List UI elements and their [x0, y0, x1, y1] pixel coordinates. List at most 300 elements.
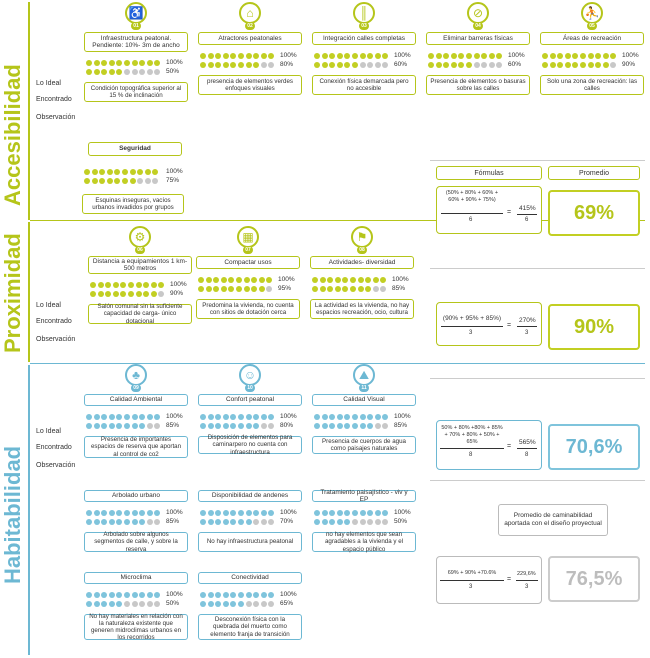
category-badge [351, 226, 373, 252]
category-badge [125, 364, 147, 390]
rating-dot [86, 510, 92, 516]
category-title: Disponibilidad de andenes [198, 490, 302, 502]
rating-dot [244, 277, 250, 283]
ideal-value: 100% [394, 413, 411, 420]
rating-dot [466, 62, 472, 68]
rating-dot [230, 414, 236, 420]
rating-dot [230, 592, 236, 598]
rating-dot [312, 286, 318, 292]
playground-icon: ⛹ [581, 2, 603, 24]
rating-dot [373, 286, 379, 292]
rating-dot [92, 169, 98, 175]
rating-dot [443, 53, 449, 59]
label-ideal: Lo Ideal [36, 302, 61, 309]
rating-dot [109, 592, 115, 598]
rating-dot [337, 62, 343, 68]
rating-dot [147, 510, 153, 516]
rating-dot [139, 414, 145, 420]
ideal-value: 100% [166, 509, 183, 516]
separator-line [430, 160, 645, 161]
category-title: Arbolado urbano [84, 490, 188, 502]
dots-found [86, 423, 160, 429]
rating-dot [215, 601, 221, 607]
observation-box: Predomina la vivienda, no cuenta con sitios de dotación cerca [196, 299, 300, 319]
dots-ideal [86, 592, 160, 598]
rating-dot [122, 178, 128, 184]
park-bench-icon: ⌂ [239, 2, 261, 24]
rating-dot [90, 282, 96, 288]
rating-dot [474, 62, 480, 68]
category-title: Calidad Visual [312, 394, 416, 406]
rating-dot [208, 510, 214, 516]
rating-dot [101, 423, 107, 429]
rating-dot [436, 53, 442, 59]
separator-line [430, 268, 645, 269]
ideal-value: 100% [394, 52, 411, 59]
rating-dot [550, 62, 556, 68]
category-title: Tratamiento paisajístico - viv y EP [312, 490, 416, 502]
rating-dot [261, 53, 267, 59]
formula-bar [517, 214, 537, 215]
rating-dot [198, 286, 204, 292]
rating-dot [139, 510, 145, 516]
rating-dot [595, 53, 601, 59]
dots-found [542, 62, 616, 68]
formula-bar [440, 448, 504, 449]
formula-divisor: 3 [469, 584, 473, 590]
pedestrians-icon: ☺ [239, 364, 261, 386]
rating-dot [137, 178, 143, 184]
rating-dot [116, 414, 122, 420]
dots-found [86, 519, 160, 525]
rating-dot [200, 510, 206, 516]
rating-dot [603, 53, 609, 59]
rating-dot [124, 592, 130, 598]
formula-divisor: 6 [469, 217, 473, 223]
rating-dot [565, 62, 571, 68]
dots-ideal [86, 510, 160, 516]
category-title: Conectividad [198, 572, 302, 584]
rating-dot [244, 286, 250, 292]
rating-dot [215, 62, 221, 68]
category-title: Atractores peatonales [198, 32, 302, 45]
ideal-value: 100% [166, 59, 183, 66]
label-ideal: Lo Ideal [36, 80, 61, 87]
rating-dot [327, 286, 333, 292]
rating-dot [154, 592, 160, 598]
formula-box-proximidad [436, 302, 542, 346]
rating-dot [238, 510, 244, 516]
dots-ideal [312, 277, 386, 283]
label-encontrado: Encontrado [36, 96, 72, 103]
rating-dot [329, 53, 335, 59]
rating-dot [147, 592, 153, 598]
rating-dot [137, 169, 143, 175]
section-title-habitabilidad: Habitabilidad [0, 445, 25, 585]
rating-dot [352, 519, 358, 525]
rating-dot [151, 291, 157, 297]
rating-dot [259, 277, 265, 283]
rating-dot [261, 423, 267, 429]
rating-dot [496, 53, 502, 59]
rating-dot [367, 423, 373, 429]
found-value: 60% [394, 61, 408, 68]
formula-sum-divisor: 6 [525, 217, 529, 223]
rating-dot [208, 53, 214, 59]
rating-dot [253, 423, 259, 429]
observation-box: Desconexión física con la quebrada del muerto como elemento franja de transición [198, 614, 302, 640]
rating-dot [114, 169, 120, 175]
rating-dot [101, 592, 107, 598]
rating-dot [253, 592, 259, 598]
rating-dot [99, 169, 105, 175]
rating-dot [489, 62, 495, 68]
rating-dot [116, 510, 122, 516]
found-value: 65% [280, 600, 294, 607]
rating-dot [314, 53, 320, 59]
rating-dot [208, 423, 214, 429]
ideal-value: 100% [166, 591, 183, 598]
dots-found [86, 69, 160, 75]
rating-dot [124, 510, 130, 516]
rating-dot [86, 519, 92, 525]
rating-dot [94, 414, 100, 420]
section-divider-accesibilidad [28, 2, 30, 220]
rating-dot [223, 519, 229, 525]
rating-dot [101, 510, 107, 516]
dots-found [314, 519, 388, 525]
seguridad-title: Seguridad [88, 142, 182, 156]
rating-dot [312, 277, 318, 283]
category-badge [467, 2, 489, 28]
rating-dot [550, 53, 556, 59]
rating-dot [246, 592, 252, 598]
observation-box: Presencia de cuerpos de agua como paisajes naturales [312, 436, 416, 454]
rating-dot [246, 510, 252, 516]
dots-ideal [200, 414, 274, 420]
formula-sum: 270% [519, 317, 536, 324]
rating-dot [572, 53, 578, 59]
rating-dot [253, 510, 259, 516]
rating-dot [132, 510, 138, 516]
rating-dot [320, 277, 326, 283]
rating-dot [261, 519, 267, 525]
rating-dot [382, 53, 388, 59]
rating-dot [335, 286, 341, 292]
rating-dot [344, 62, 350, 68]
formula-text: 50% + 80% +80% + 85% + 70% + 80% + 50% + 65% [441, 425, 503, 446]
rating-dot [215, 414, 221, 420]
found-value: 85% [166, 518, 180, 525]
formula-sum-divisor: 8 [525, 452, 529, 458]
rating-dot [342, 286, 348, 292]
rating-dot [268, 53, 274, 59]
promedio-final-title: Promedio de caminabilidad aportada con el diseño proyectual [498, 504, 608, 536]
rating-dot [124, 69, 130, 75]
dots-found [90, 291, 164, 297]
rating-dot [268, 519, 274, 525]
rating-dot [365, 286, 371, 292]
rating-dot [130, 169, 136, 175]
rating-dot [329, 519, 335, 525]
rating-dot [223, 510, 229, 516]
dots-found [314, 423, 388, 429]
formula-bar [441, 326, 503, 327]
dots-ideal [86, 60, 160, 66]
rating-dot [375, 423, 381, 429]
rating-dot [451, 53, 457, 59]
rating-dot [261, 62, 267, 68]
rating-dot [94, 519, 100, 525]
rating-dot [221, 277, 227, 283]
observation-box: No hay materiales en relación con la naturaleza existente que generen midroclimas urbanos en los recorridos [84, 614, 188, 640]
landscape-icon: ⛰ [353, 364, 375, 386]
rating-dot [358, 286, 364, 292]
separator-line [430, 480, 645, 481]
rating-dot [238, 423, 244, 429]
seguridad-dots-ideal [84, 169, 158, 175]
rating-dot [352, 423, 358, 429]
dots-ideal [90, 282, 164, 288]
found-value: 95% [278, 285, 292, 292]
rating-dot [86, 69, 92, 75]
category-title: Calidad Ambiental [84, 394, 188, 406]
observation-box: Presencia de importantes espacios de reserva que aportan al control de co2 [84, 436, 188, 458]
rating-dot [238, 53, 244, 59]
rating-dot [109, 60, 115, 66]
rating-dot [215, 510, 221, 516]
formula-sum-divisor: 3 [525, 330, 529, 336]
rating-dot [152, 169, 158, 175]
rating-dot [128, 282, 134, 288]
rating-dot [130, 178, 136, 184]
dots-found [312, 286, 386, 292]
rating-dot [259, 286, 265, 292]
rating-dot [352, 414, 358, 420]
found-value: 70% [280, 518, 294, 525]
found-value: 85% [166, 422, 180, 429]
rating-dot [610, 62, 616, 68]
formula-text: (90% + 95% + 85%) [442, 315, 502, 322]
rating-dot [158, 282, 164, 288]
rating-dot [367, 519, 373, 525]
category-number: 05 [587, 22, 597, 30]
rating-dot [382, 510, 388, 516]
rating-dot [344, 510, 350, 516]
formula-divisor: 3 [469, 330, 473, 336]
rating-dot [147, 519, 153, 525]
found-value: 50% [166, 600, 180, 607]
ideal-value: 100% [394, 509, 411, 516]
dots-ideal [428, 53, 502, 59]
rating-dot [200, 53, 206, 59]
rating-dot [344, 519, 350, 525]
formula-box-accesibilidad [436, 186, 542, 234]
rating-dot [246, 414, 252, 420]
ideal-value: 100% [280, 591, 297, 598]
rating-dot [128, 291, 134, 297]
formula-bar [516, 580, 538, 581]
observation-box: no hay elementos que sean agradables a la vivienda y el espacio público [312, 532, 416, 552]
rating-dot [474, 53, 480, 59]
category-number: 07 [243, 246, 253, 254]
mixed-use-icon: ▦ [237, 226, 259, 248]
rating-dot [489, 53, 495, 59]
rating-dot [382, 519, 388, 525]
rating-dot [481, 53, 487, 59]
category-badge [129, 226, 151, 252]
rating-dot [320, 286, 326, 292]
rating-dot [350, 277, 356, 283]
rating-dot [314, 519, 320, 525]
rating-dot [99, 178, 105, 184]
found-value: 90% [622, 61, 636, 68]
rating-dot [322, 414, 328, 420]
label-observacion: Observación [36, 114, 76, 121]
rating-dot [375, 62, 381, 68]
rating-dot [436, 62, 442, 68]
ideal-value: 100% [392, 276, 409, 283]
rating-dot [228, 277, 234, 283]
rating-dot [94, 510, 100, 516]
rating-dot [246, 423, 252, 429]
rating-dot [223, 423, 229, 429]
rating-dot [84, 178, 90, 184]
rating-dot [428, 62, 434, 68]
rating-dot [230, 62, 236, 68]
rating-dot [443, 62, 449, 68]
category-title: Infraestructura peatonal. Pendiente: 10%- 3m de ancho [84, 32, 188, 52]
rating-dot [542, 53, 548, 59]
ideal-value: 100% [280, 509, 297, 516]
rating-dot [481, 62, 487, 68]
promedio-final-value: 76,5% [548, 556, 640, 602]
dots-ideal [198, 277, 272, 283]
formula-sum: 415% [519, 205, 536, 212]
rating-dot [588, 53, 594, 59]
rating-dot [314, 414, 320, 420]
category-number: 01 [131, 22, 141, 30]
formula-box-final [436, 556, 542, 604]
rating-dot [253, 414, 259, 420]
rating-dot [223, 601, 229, 607]
rating-dot [253, 601, 259, 607]
rating-dot [147, 60, 153, 66]
ideal-value: 100% [280, 52, 297, 59]
observation-box: No hay infraestructura peatonal [198, 532, 302, 552]
category-number: 03 [359, 22, 369, 30]
label-encontrado: Encontrado [36, 444, 72, 451]
formula-sum: 229,6% [517, 571, 536, 577]
rating-dot [139, 423, 145, 429]
rating-dot [107, 178, 113, 184]
label-observacion: Observación [36, 336, 76, 343]
rating-dot [120, 282, 126, 288]
rating-dot [223, 53, 229, 59]
rating-dot [251, 277, 257, 283]
rating-dot [466, 53, 472, 59]
rating-dot [337, 519, 343, 525]
rating-dot [266, 277, 272, 283]
rating-dot [136, 291, 142, 297]
rating-dot [124, 414, 130, 420]
dots-ideal [86, 414, 160, 420]
rating-dot [139, 60, 145, 66]
rating-dot [200, 601, 206, 607]
rating-dot [109, 414, 115, 420]
dots-ideal [314, 510, 388, 516]
rating-dot [90, 291, 96, 297]
rating-dot [105, 282, 111, 288]
label-ideal: Lo Ideal [36, 428, 61, 435]
rating-dot [352, 53, 358, 59]
category-badge [353, 364, 375, 390]
rating-dot [132, 60, 138, 66]
equals-sign: = [507, 322, 512, 329]
rating-dot [94, 423, 100, 429]
dots-found [200, 601, 274, 607]
rating-dot [215, 53, 221, 59]
rating-dot [367, 53, 373, 59]
promedio-proximidad: 90% [548, 304, 640, 350]
formula-bar [517, 326, 537, 327]
rating-dot [360, 510, 366, 516]
category-badge [239, 364, 261, 390]
rating-dot [238, 414, 244, 420]
rating-dot [109, 601, 115, 607]
rating-dot [329, 423, 335, 429]
rating-dot [94, 601, 100, 607]
rating-dot [335, 277, 341, 283]
formulas-header: Fórmulas [436, 166, 542, 180]
rating-dot [329, 510, 335, 516]
rating-dot [375, 53, 381, 59]
formula-bar [440, 580, 504, 581]
category-number: 04 [473, 22, 483, 30]
rating-dot [215, 592, 221, 598]
rating-dot [367, 414, 373, 420]
rating-dot [116, 69, 122, 75]
category-number: 10 [245, 384, 255, 392]
rating-dot [322, 510, 328, 516]
rating-dot [251, 286, 257, 292]
rating-dot [200, 414, 206, 420]
dots-ideal [200, 510, 274, 516]
ideal-value: 100% [170, 281, 187, 288]
formula-sum-divisor: 3 [525, 584, 529, 590]
rating-dot [154, 60, 160, 66]
rating-dot [314, 423, 320, 429]
rating-dot [610, 53, 616, 59]
dots-ideal [200, 53, 274, 59]
rating-dot [208, 414, 214, 420]
promedio-habitabilidad: 70,6% [548, 424, 640, 470]
rating-dot [136, 282, 142, 288]
rating-dot [109, 423, 115, 429]
section-title-proximidad: Proximidad [0, 233, 25, 353]
found-value: 85% [394, 422, 408, 429]
rating-dot [266, 286, 272, 292]
rating-dot [116, 592, 122, 598]
observation-box: Arbolado sobre algunos segmentos de calle, y sobre la reserva [84, 532, 188, 552]
rating-dot [98, 282, 104, 288]
rating-dot [124, 60, 130, 66]
rating-dot [373, 277, 379, 283]
rating-dot [86, 601, 92, 607]
rating-dot [223, 414, 229, 420]
rating-dot [200, 423, 206, 429]
seguridad-dots-found [84, 178, 158, 184]
